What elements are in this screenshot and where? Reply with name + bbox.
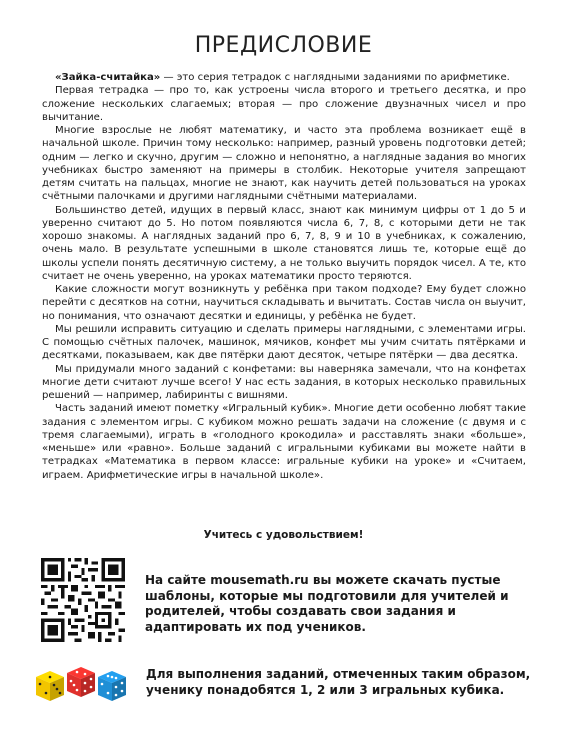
paragraph: Часть заданий имеют пометку «Игральный кубик». Многие дети особенно любят такие задания с элементом игры. С кубиком можно решать задачи на сложение (с двумя и с тремя слагаемыми), играть в «голодного крокодила» и расставлять знаки «больше», «меньше» или «равно». Больше заданий с игральными кубиками вы можете найти в тетрадках «Математика в первом классе: игральные кубики на уроке» и «Считаем, играем. Арифметические игры в начальной школе». <box>42 403 526 481</box>
paragraph: Мы придумали много заданий с конфетами: вы наверняка замечали, что на конфетах многие дети считают лучше всего! У нас есть задания, в которых несколько правильных решений — например, лабиринты с вишнями. <box>42 363 526 401</box>
intro-rest: — это серия тетрадок с наглядными заданиями по арифметике. <box>160 72 510 83</box>
dice-note: Для выполнения заданий, отмеченных таким образом, ученику понадобятся 1, 2 или 3 игральных кубика. <box>146 667 531 697</box>
red-die-icon <box>67 667 95 697</box>
paragraph: Мы решили исправить ситуацию и сделать примеры наглядными, с элементами игры. С помощью счётных палочек, машинок, мячиков, конфет мы учим считать пятёрками и десятками, показываем, как две пятёрки дают десяток, четыре пятёрки — два десятка. <box>42 323 526 362</box>
series-name: «Зайка-считайка» <box>55 72 161 83</box>
closing-line: Учитесь с удовольствием! <box>203 529 364 541</box>
paragraph: Первая тетрадка — про то, как устроены числа второго и третьего десятка, и про сложение нескольких слагаемых; вторая — про сложение двузначных чисел и про вычитание. <box>42 85 526 123</box>
intro-paragraph <box>42 71 526 84</box>
qr-code-icon[interactable] <box>41 558 125 642</box>
preface-text <box>42 71 526 482</box>
qr-note: На сайте mousemath.ru вы можете скачать пустые шаблоны, которые мы подготовили для учителей и родителей, чтобы создавать свои задания и адаптировать их под учеников. <box>145 573 509 634</box>
page-title: ПРЕДИСЛОВИЕ <box>194 33 373 58</box>
yellow-die-icon <box>36 671 64 701</box>
paragraph: Многие взрослые не любят математику, и часто эта проблема возникает ещё в начальной школе. Причин тому несколько: например, разный уровень подготовки детей; одним — легко и скучно, другим — сложно и непонятно, а наглядные задания во многих учебниках быстро заменяют на примеры в столбик. Некоторые учителя запрещают детям считать на пальцах, многие не знают, как научить детей пользоваться на уроках счётными палочками и другими наглядными счётными материалами. <box>42 125 526 203</box>
blue-die-icon <box>98 671 126 701</box>
paragraph: Большинство детей, идущих в первый класс, знают как минимум цифры от 1 до 5 и уверенно считают до 5. Но потом появляются числа 6, 7, 8, с которыми дети не так хорошо знакомы. А наглядных заданий про 6, 7, 8, 9 и 10 в учебниках, к сожалению, очень мало. В результате успешными в школе становятся лишь те, которые ещё до школы успели понять десятичную систему, а не только выучить порядок чисел. А те, кто считает не очень уверенно, на уроках математики просто теряются. <box>42 204 526 282</box>
dice-icon <box>34 663 130 705</box>
paragraph: Какие сложности могут возникнуть у ребёнка при таком подходе? Ему будет сложно перейти с десятков на сотни, научиться складывать и вычитать. Состав числа он выучит, но понимания, что означают десятки и единицы, у ребёнка не будет. <box>42 284 526 322</box>
